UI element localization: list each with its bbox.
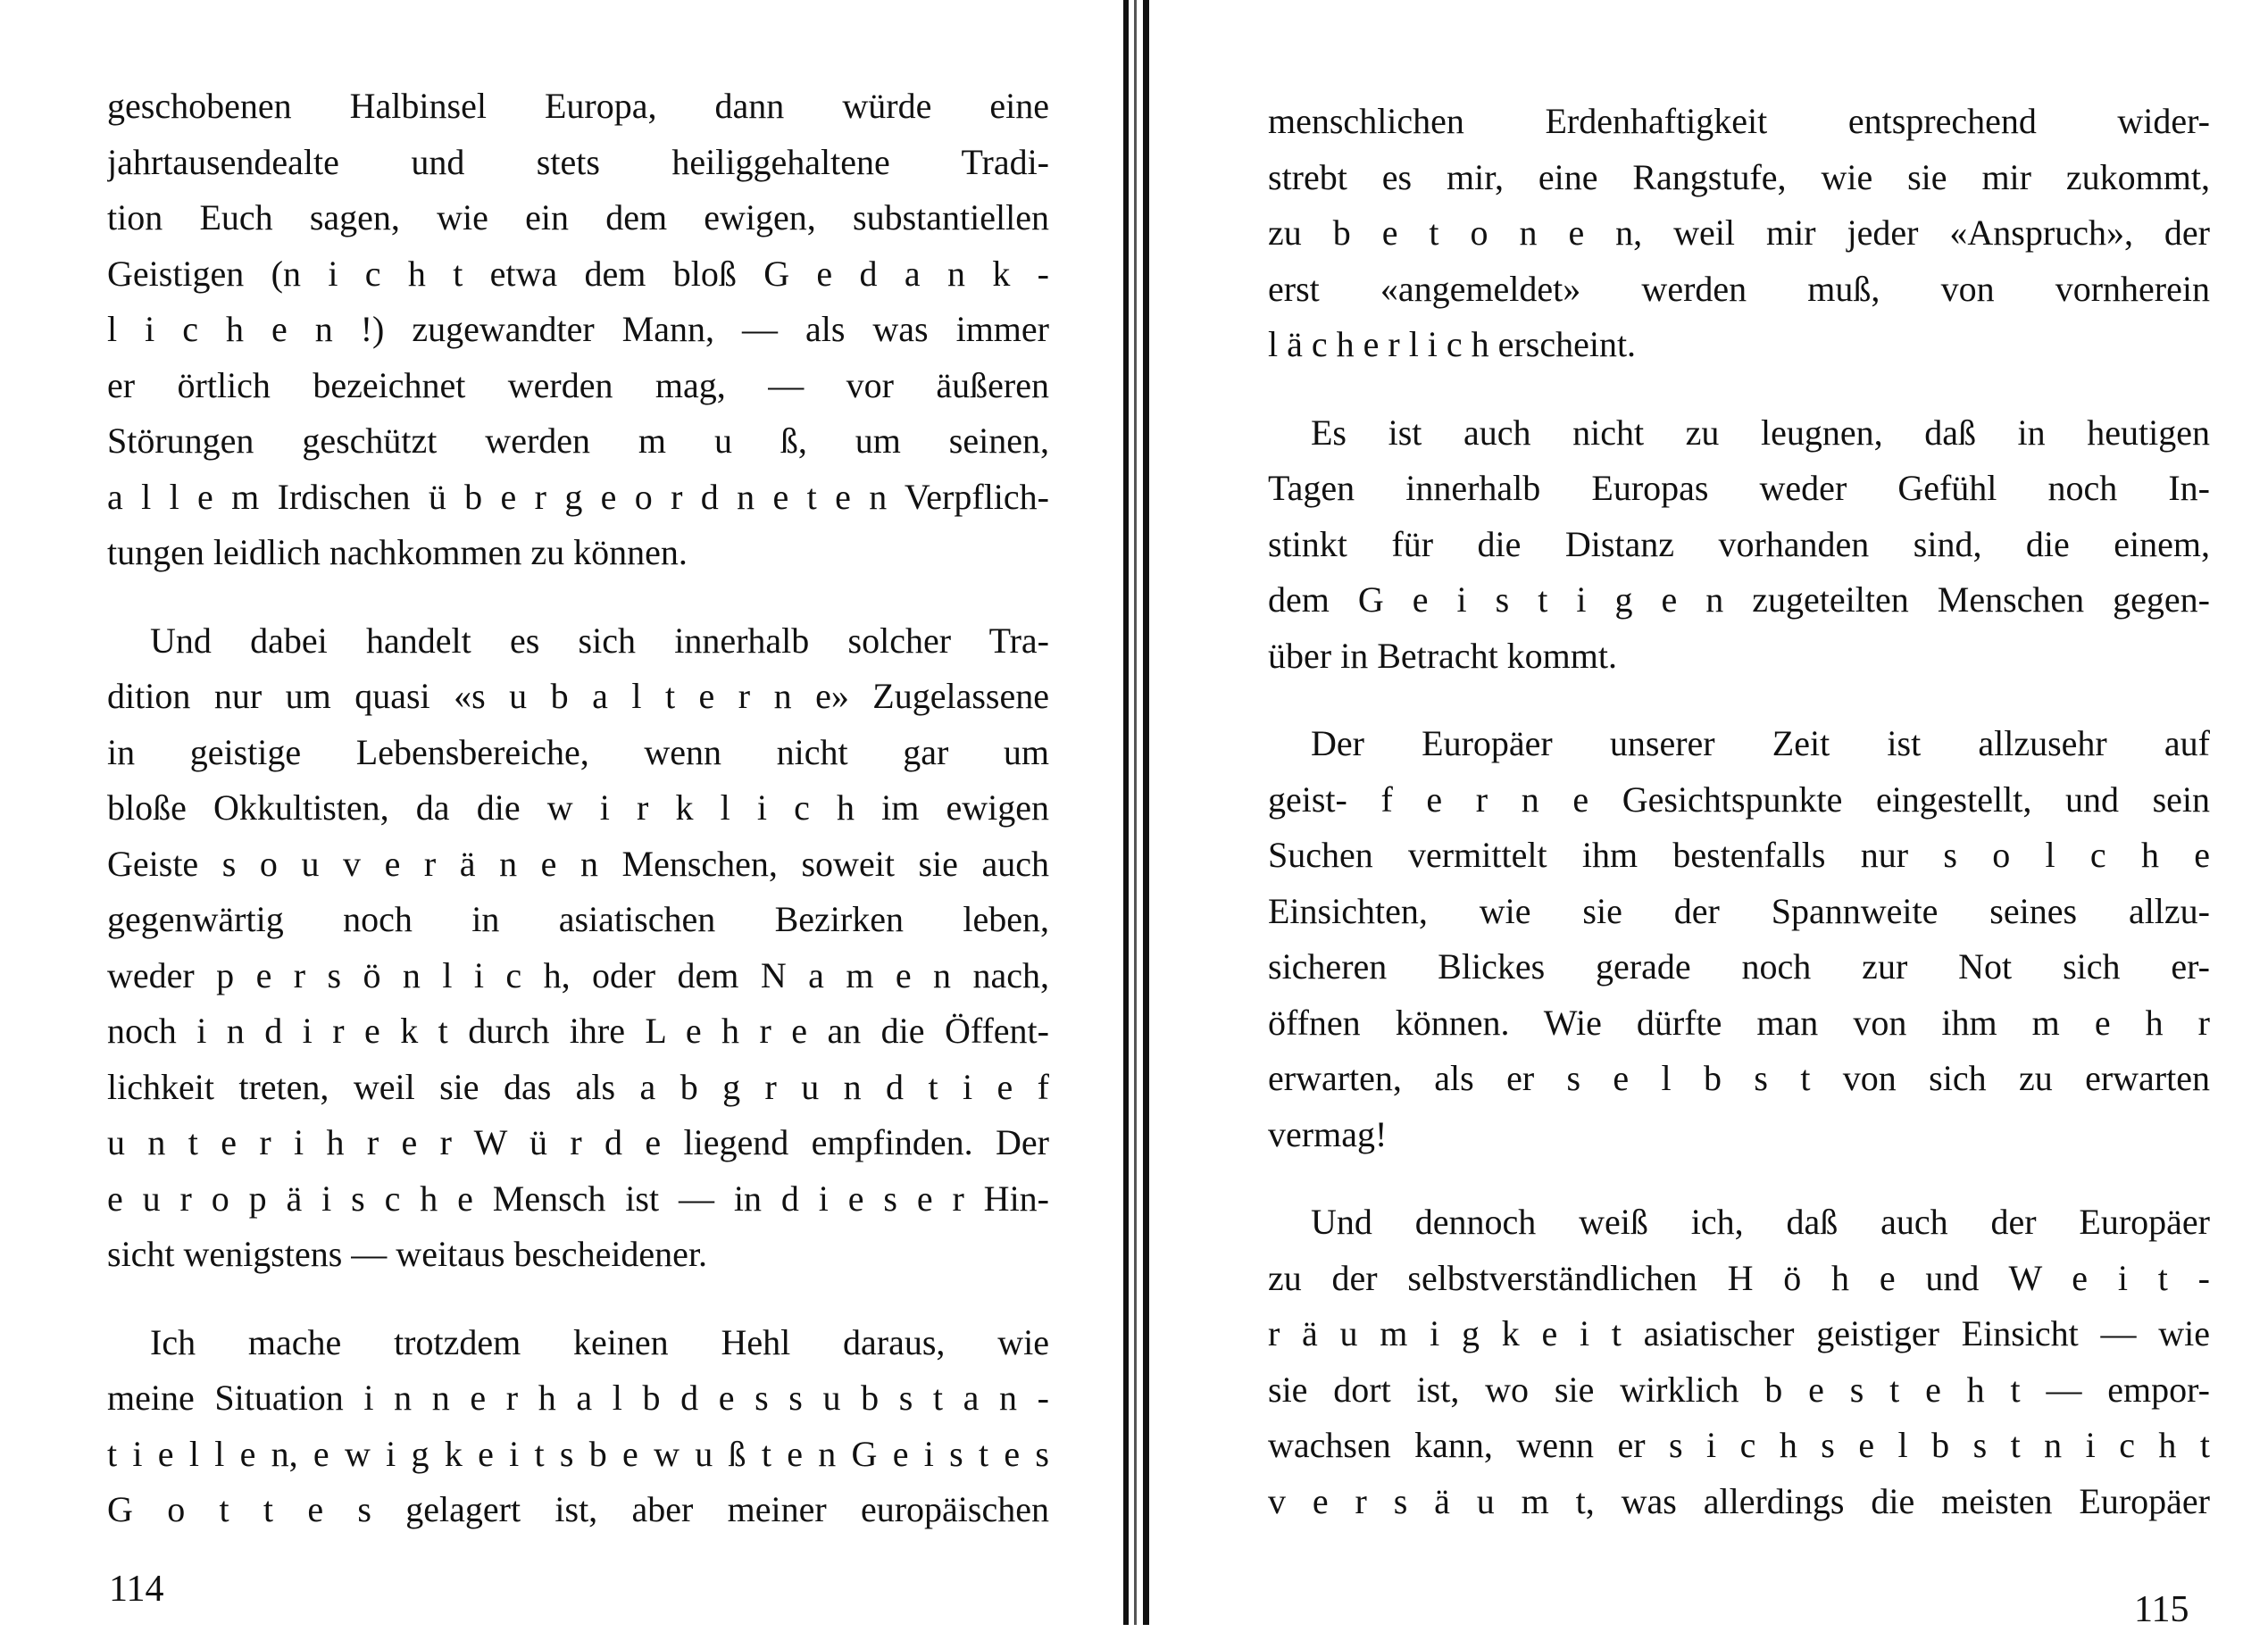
text-line: Suchen vermittelt ihm bestenfalls nur s o l c h e (1268, 835, 2210, 875)
text-line: gegenwärtig noch in asiatischen Bezirken leben, (107, 899, 1049, 939)
text-line: u n t e r i h r e r W ü r d e liegend empfinden. Der (107, 1122, 1049, 1162)
right-page-text (1268, 94, 2210, 1561)
paragraph-3 (1268, 716, 2210, 1162)
left-page (0, 0, 1116, 1625)
text-line: sicheren Blickes gerade noch zur Not sich er- (1268, 946, 2210, 987)
text-line: über in Betracht kommt. (1268, 635, 1618, 676)
text-line: weder p e r s ö n l i c h, oder dem N a m e n nach, (107, 954, 1049, 995)
paragraph-4 (1268, 1195, 2210, 1529)
text-line: Störungen geschützt werden m u ß, um seinen, (107, 420, 1049, 461)
text-line: meine Situation i n n e r h a l b d e s s u b s t a n - (107, 1378, 1049, 1418)
text-line: lichkeit treten, weil sie das als a b g r u n d t i e f (107, 1066, 1049, 1107)
page-number: 115 (2134, 1589, 2189, 1630)
text-line: bloße Okkultisten, da die w i r k l i c h im ewigen (107, 787, 1049, 828)
text-line: Geistigen (n i c h t etwa dem bloß G e d a n k - (107, 253, 1049, 294)
text-line: v e r s ä u m t, was allerdings die meisten Europäer (1268, 1480, 2210, 1521)
text-line: jahrtausendealte und stets heiliggehaltene Tradi- (107, 141, 1049, 182)
text-line: strebt es mir, eine Rangstufe, wie sie mir zukommt, (1268, 156, 2210, 197)
text-line: Es ist auch nicht zu leugnen, daß in heutigen (1311, 412, 2210, 453)
text-line: Ich mache trotzdem keinen Hehl daraus, wie (150, 1321, 1049, 1362)
text-line: zu der selbstverständlichen H ö h e und W e i t - (1268, 1257, 2210, 1298)
page-number: 114 (109, 1569, 164, 1610)
text-line: G o t t e s gelagert ist, aber meiner europäischen (107, 1489, 1049, 1529)
text-line: Und dabei handelt es sich innerhalb solcher Tra- (150, 620, 1049, 661)
paragraph-2 (1268, 405, 2210, 685)
text-line: erst «angemeldet» werden muß, von vornherein (1268, 268, 2210, 309)
paragraph-3 (107, 1315, 1049, 1538)
text-line: l ä c h e r l i c h erscheint. (1268, 324, 1637, 364)
text-line: t i e l l e n, e w i g k e i t s b e w u ß t e n G e i s t e s (107, 1433, 1049, 1474)
text-line: Tagen innerhalb Europas weder Gefühl noch In- (1268, 468, 2210, 508)
gutter-shadow-line (1123, 0, 1129, 1625)
text-line: a l l e m Irdischen ü b e r g e o r d n e t e n Verpflich- (107, 476, 1049, 517)
text-line: geschobenen Halbinsel Europa, dann würde eine (107, 86, 1049, 126)
text-line: erwarten, als er s e l b s t von sich zu erwarten (1268, 1058, 2210, 1098)
text-line: sicht wenigstens — weitaus bescheidener. (107, 1234, 708, 1274)
gutter-shadow-line (1134, 0, 1137, 1625)
text-line: geist- f e r n e Gesichtspunkte eingestellt, und sein (1268, 779, 2210, 820)
text-line: in geistige Lebensbereiche, wenn nicht gar um (107, 731, 1049, 772)
text-line: vermag! (1268, 1113, 1388, 1154)
text-line: Einsichten, wie sie der Spannweite seines allzu- (1268, 890, 2210, 931)
text-line: Und dennoch weiß ich, daß auch der Europäer (1311, 1202, 2210, 1242)
text-line: wachsen kann, wenn er s i c h s e l b s t n i c h t (1268, 1425, 2210, 1465)
left-page-text (107, 79, 1049, 1570)
text-line: l i c h e n !) zugewandter Mann, — als was immer (107, 309, 1049, 349)
text-line: stinkt für die Distanz vorhanden sind, die einem, (1268, 523, 2210, 564)
text-line: menschlichen Erdenhaftigkeit entsprechend wider- (1268, 101, 2210, 141)
gutter-shadow-line (1143, 0, 1149, 1625)
text-line: zu b e t o n e n, weil mir jeder «Anspruch», der (1268, 212, 2210, 253)
text-line: tion Euch sagen, wie ein dem ewigen, substantiellen (107, 197, 1049, 237)
text-line: Geiste s o u v e r ä n e n Menschen, soweit sie auch (107, 843, 1049, 884)
text-line: sie dort ist, wo sie wirklich b e s t e h t — empor- (1268, 1369, 2210, 1410)
text-line: er örtlich bezeichnet werden mag, — vor äußeren (107, 364, 1049, 405)
text-line: dem G e i s t i g e n zugeteilten Menschen gegen- (1268, 579, 2210, 620)
paragraph-2 (107, 613, 1049, 1283)
paragraph-1 (107, 79, 1049, 581)
text-line: noch i n d i r e k t durch ihre L e h r e an die Öffent- (107, 1011, 1049, 1051)
text-line: öffnen können. Wie dürfte man von ihm m e h r (1268, 1002, 2210, 1043)
text-line: dition nur um quasi «s u b a l t e r n e» Zugelassene (107, 676, 1049, 716)
text-line: r ä u m i g k e i t asiatischer geistiger Einsicht — wie (1268, 1313, 2210, 1353)
text-line: e u r o p ä i s c h e Mensch ist — in d i e s e r Hin- (107, 1178, 1049, 1219)
right-page (1152, 0, 2268, 1630)
text-line: Der Europäer unserer Zeit ist allzusehr auf (1311, 723, 2210, 763)
text-line: tungen leidlich nachkommen zu können. (107, 532, 688, 572)
paragraph-1 (1268, 94, 2210, 373)
